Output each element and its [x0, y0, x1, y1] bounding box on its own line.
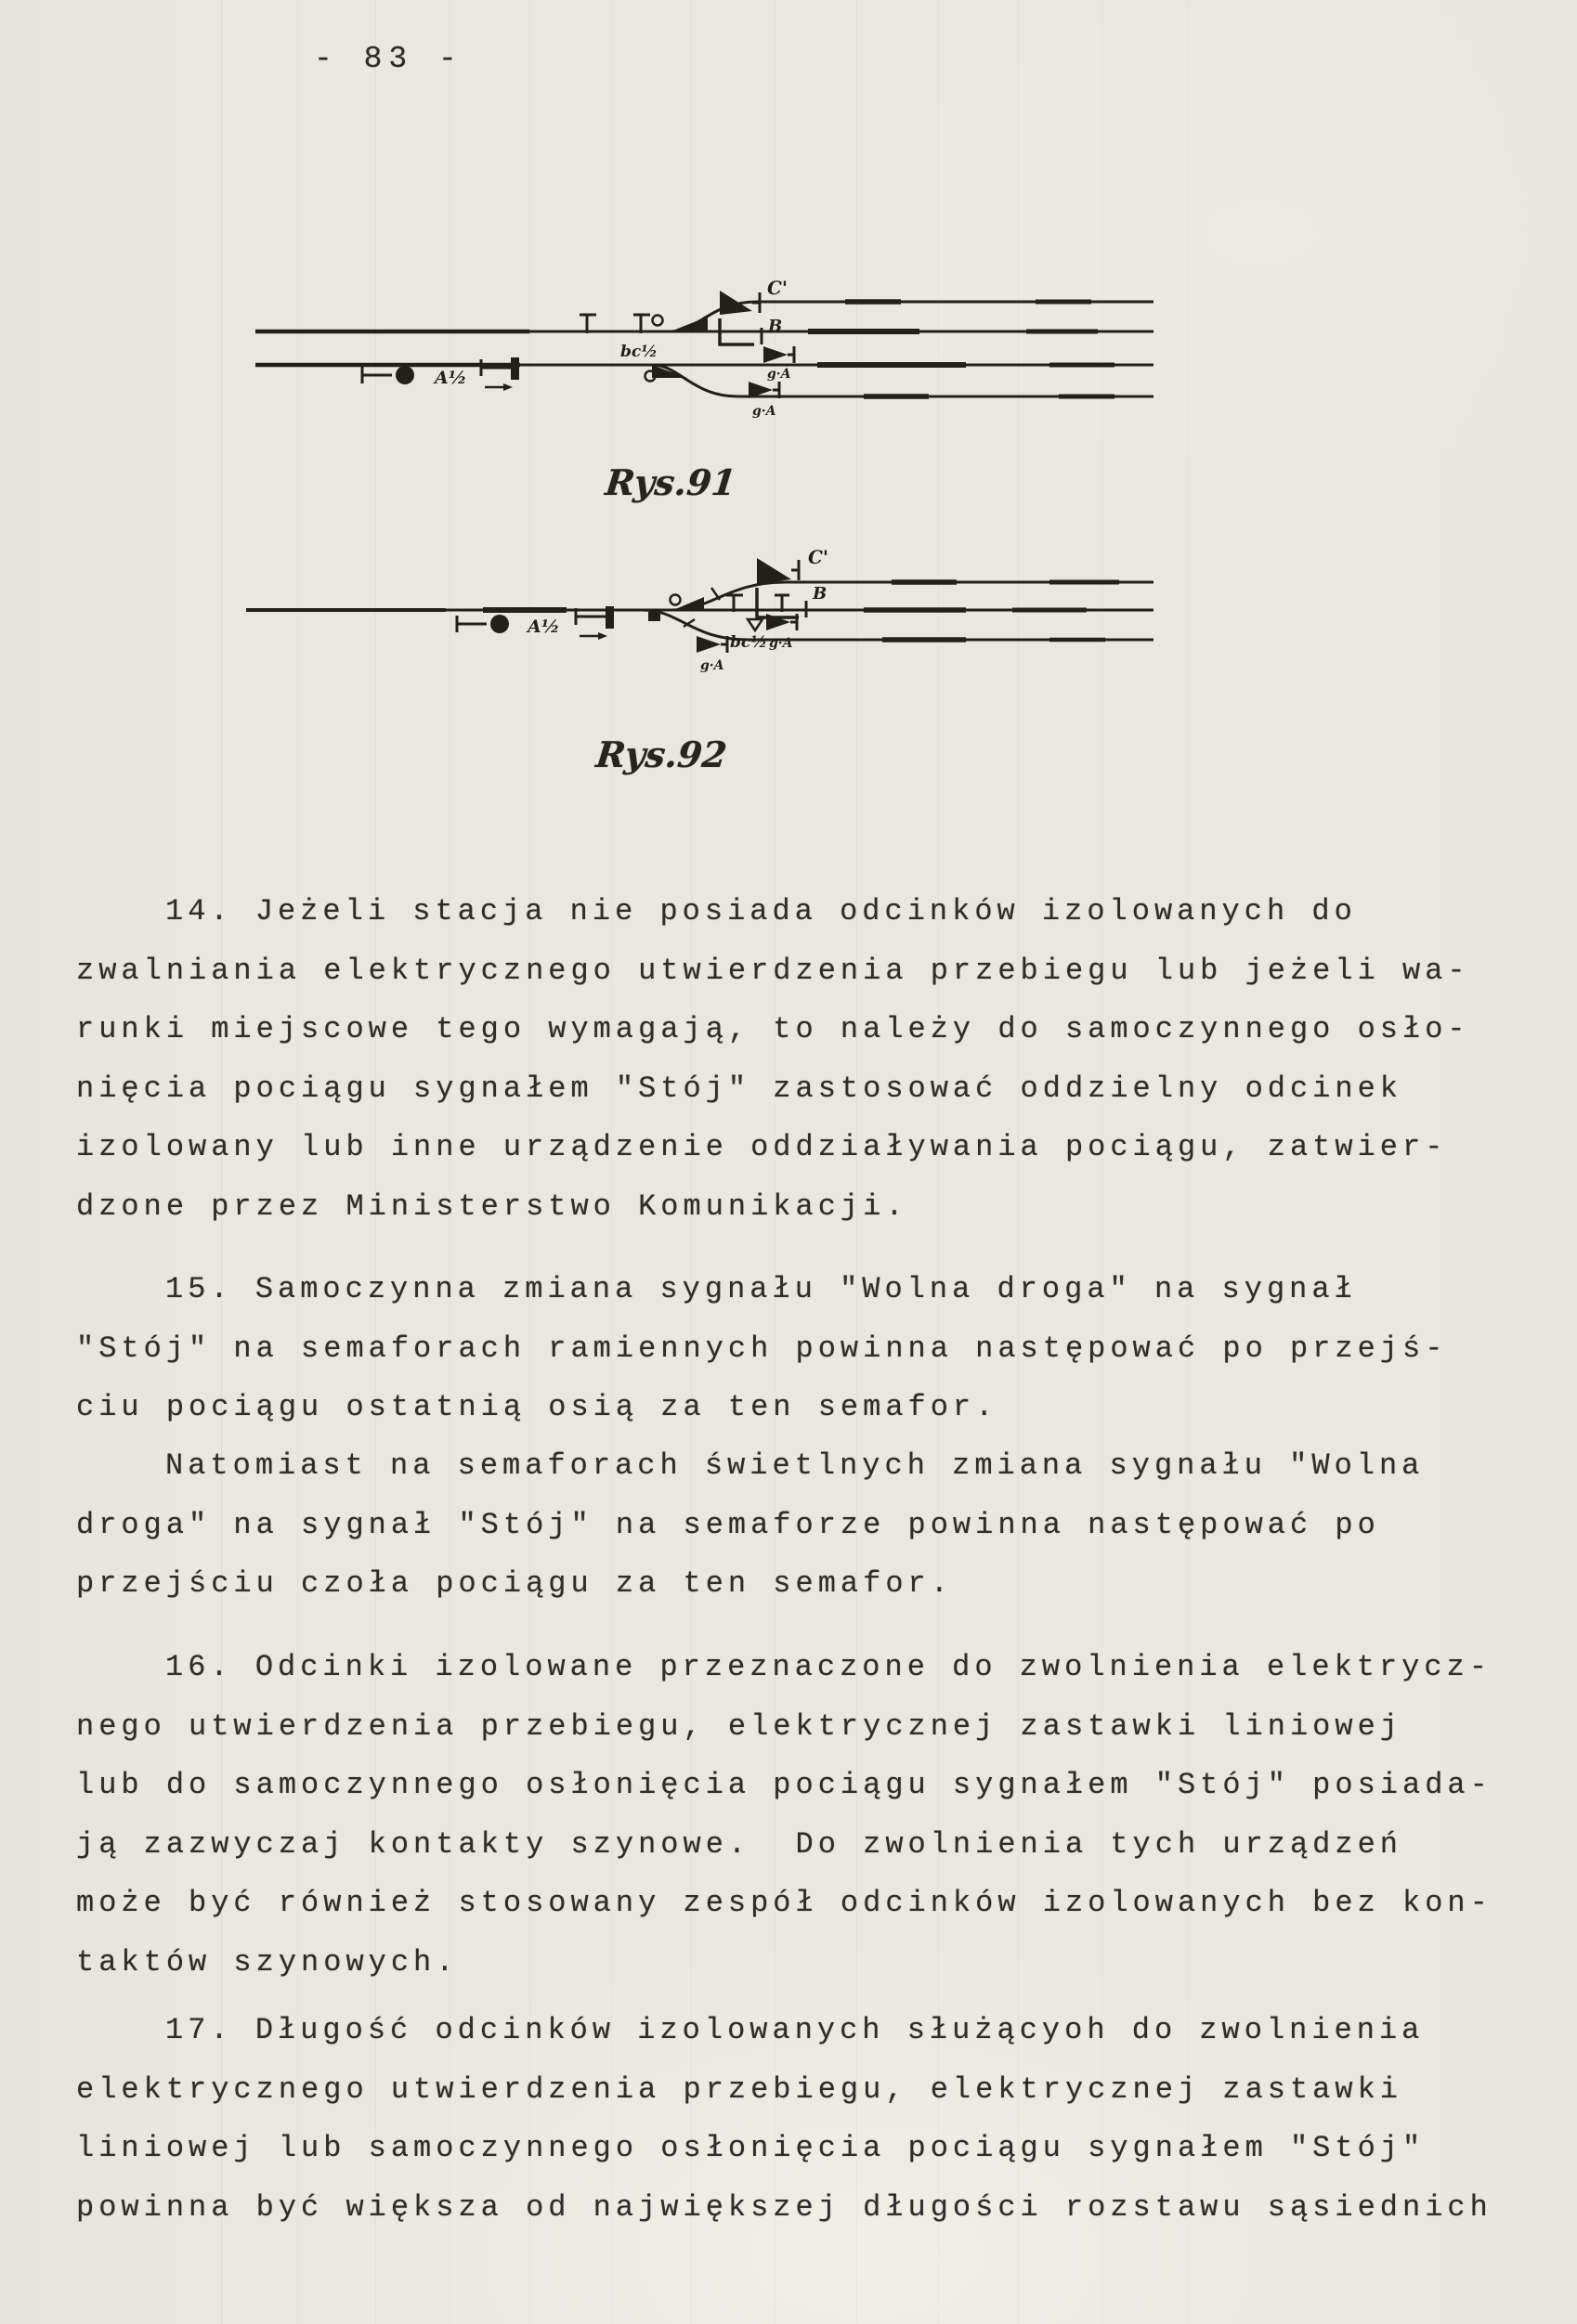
text-line: 14. Jeżeli stacja nie posiada odcinków izolowanych do: [165, 894, 1357, 928]
text-line: 16. Odcinki izolowane przeznaczone do zwolnienia elektrycz-: [165, 1650, 1492, 1684]
paragraph-16: [76, 1638, 1531, 1992]
signal-c-symbol: [757, 558, 799, 584]
text-line: 17. Długość odcinków izolowanych służącyoh do zwolnienia: [165, 2013, 1425, 2047]
paragraph-15: [76, 1260, 1531, 1437]
text-line: lub do samoczynnego osłonięcia pociągu sygnałem "Stój" posiada-: [76, 1768, 1492, 1802]
branch-track: [673, 582, 1153, 610]
joint-label: bc½: [620, 343, 658, 361]
text-line: ciu pociągu ostatnią osią za ten semafor.: [76, 1390, 998, 1424]
text-line: dzone przez Ministerstwo Komunikacji.: [76, 1188, 908, 1224]
text-line: nięcia pociągu sygnałem "Stój" zastosować oddzielny odcinek: [76, 1071, 1402, 1106]
signal-g-top-symbol: [763, 346, 794, 363]
signal-c-label: C': [808, 546, 829, 568]
text-line: 15. Samoczynna zmiana sygnału "Wolna droga" na sygnał: [165, 1272, 1357, 1306]
entry-signal-symbol: [362, 366, 414, 384]
paragraph-15-continuation: [76, 1436, 1531, 1614]
text-line: izolowany lub inne urządzenie oddziaływania pociągu, zatwier-: [76, 1130, 1448, 1164]
joint-label: bc½: [730, 633, 767, 652]
signal-g-top-label: g·A: [767, 367, 791, 382]
text-line: zwalniania elektrycznego utwierdzenia przebiegu lub jeżeli wa-: [76, 953, 1470, 988]
text-line: droga" na sygnał "Stój" na semaforze powinna następować po: [76, 1507, 1380, 1542]
signal-b-label: B: [768, 317, 783, 336]
figure-caption-rys-91: Rys.91: [603, 461, 738, 503]
branch-track: [643, 610, 1153, 640]
text-line: taktów szynowych.: [76, 1944, 459, 1980]
figure-caption-rys-92: Rys.92: [593, 734, 729, 775]
text-line: może być również stosowany zespół odcinków izolowanych bez kon-: [76, 1886, 1492, 1920]
text-line: Natomiast na semaforach świetlnych zmiana sygnału "Wolna: [165, 1448, 1425, 1483]
entry-signal-label: A½: [528, 617, 560, 637]
text-line: runki miejscowe tego wymagają, to należy do samoczynnego osło-: [76, 1012, 1470, 1046]
signal-c-label: C': [767, 277, 788, 299]
text-line: powinna być większa od największej długości rozstawu sąsiednich: [76, 2189, 1492, 2225]
text-line: elektrycznego utwierdzenia przebiegu, elektrycznej zastawki: [76, 2071, 1402, 2107]
figure-rys-92-track-diagram: [214, 541, 1184, 741]
signal-b-label: B: [813, 584, 828, 604]
entry-signal-symbol: [457, 615, 509, 633]
signal-g-top-label: g·A: [769, 636, 793, 651]
signal-g-bottom-label: g·A: [700, 658, 724, 673]
text-line: ją zazwyczaj kontakty szynowe. Do zwolnienia tych urządzeń: [76, 1826, 1402, 1862]
text-line: nego utwierdzenia przebiegu, elektrycznej zastawki liniowej: [76, 1708, 1402, 1744]
text-line: liniowej lub samoczynnego osłonięcia pociągu sygnałem "Stój": [76, 2131, 1426, 2165]
paragraph-17: [76, 2001, 1531, 2237]
page-number: - 83 -: [314, 42, 463, 76]
branch-track: [652, 365, 1153, 396]
text-line: przejściu czoła pociągu za ten semafor.: [76, 1566, 953, 1601]
entry-signal-label: A½: [435, 368, 467, 388]
release-contact-symbol: [481, 357, 519, 391]
figure-rys-91-track-diagram: [251, 263, 1161, 435]
signal-g-bottom-label: g·A: [752, 404, 776, 419]
text-line: "Stój" na semaforach ramiennych powinna następować po przejś-: [76, 1331, 1448, 1366]
paragraph-14: [76, 882, 1531, 1236]
